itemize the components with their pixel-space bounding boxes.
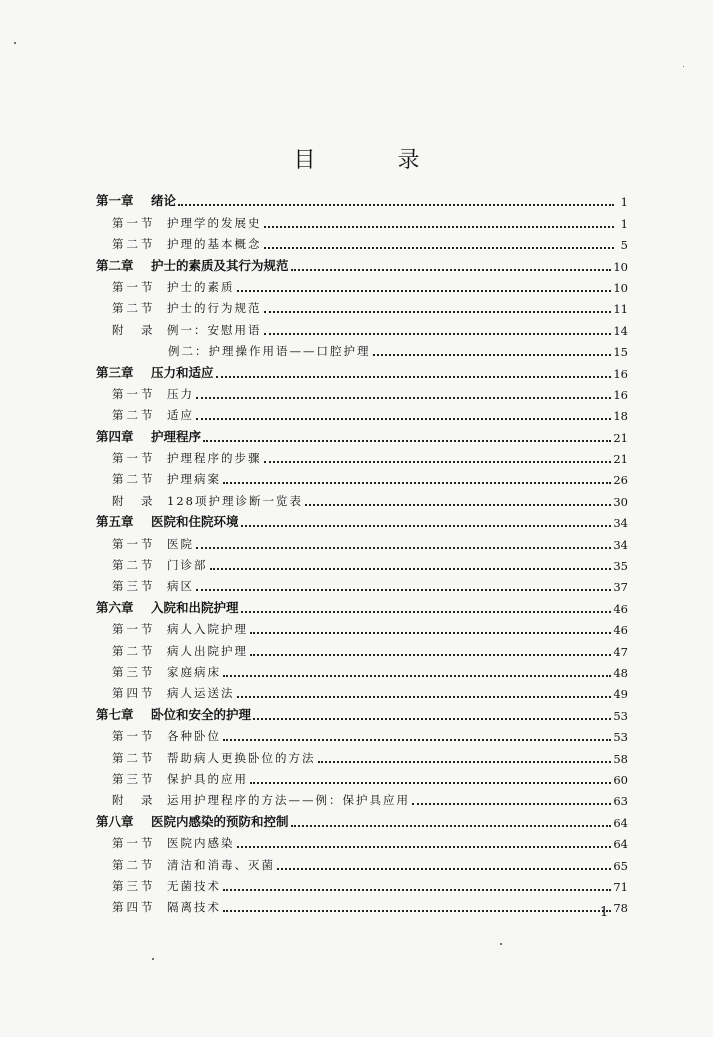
toc-entry-title: 运用护理程序的方法——例：保护具应用 xyxy=(167,793,410,808)
toc-entry-page: 10 xyxy=(613,280,628,295)
toc-entry-page: 46 xyxy=(613,601,628,616)
toc-entry-page: 14 xyxy=(613,323,628,338)
scan-speck xyxy=(152,958,154,960)
toc-entry-title: 病人运送法 xyxy=(167,686,235,701)
toc-entry-label: 第一节 xyxy=(112,451,156,466)
toc-entry-title: 医院 xyxy=(167,536,194,551)
dot-leader xyxy=(291,825,612,827)
toc-entry-page: 1 xyxy=(620,216,628,231)
toc-chapter-entry xyxy=(96,252,628,273)
toc-entry-label: 第四节 xyxy=(112,686,156,701)
toc-entry-label: 第二节 xyxy=(112,301,156,316)
dot-leader xyxy=(264,461,612,463)
toc-section-entry xyxy=(96,338,628,359)
toc-chapter-entry xyxy=(96,423,628,444)
toc-section-entry xyxy=(96,445,628,466)
dot-leader xyxy=(241,525,612,527)
toc-section-entry xyxy=(96,466,628,487)
dot-leader xyxy=(264,311,612,313)
toc-entry-page: 47 xyxy=(613,644,628,659)
dot-leader xyxy=(196,397,611,399)
toc-entry-title: 隔离技术 xyxy=(167,900,221,915)
toc-entry-title: 护理程序 xyxy=(151,428,202,444)
dot-leader xyxy=(412,803,611,805)
toc-entry-page: 1 xyxy=(620,195,628,210)
toc-chapter-entry xyxy=(96,359,628,380)
dot-leader xyxy=(264,226,615,228)
toc-entry-label: 第三节 xyxy=(112,579,156,594)
toc-entry-label: 第三节 xyxy=(112,771,156,786)
toc-entry-title: 病人入院护理 xyxy=(167,622,248,637)
toc-entry-page: 65 xyxy=(613,858,628,873)
toc-entry-label: 附 录 xyxy=(112,493,156,508)
toc-section-entry xyxy=(96,873,628,894)
toc-entry-label: 第二节 xyxy=(112,857,156,872)
toc-section-entry xyxy=(96,402,628,423)
toc-entry-label: 第三节 xyxy=(112,878,156,893)
page-number: 1 xyxy=(600,905,609,920)
dot-leader xyxy=(178,204,614,206)
dot-leader xyxy=(223,910,611,912)
toc-entry-title: 医院和住院环境 xyxy=(151,514,239,530)
dot-leader xyxy=(253,718,611,720)
dot-leader xyxy=(277,868,611,870)
toc-entry-title: 家庭病床 xyxy=(167,664,221,679)
dot-leader xyxy=(237,696,612,698)
toc-entry-title: 入院和出院护理 xyxy=(151,599,239,615)
toc-entry-page: 49 xyxy=(613,687,628,702)
toc-entry-title: 护理学的发展史 xyxy=(167,215,262,230)
dot-leader xyxy=(237,290,612,292)
dot-leader xyxy=(264,333,612,335)
toc-entry-page: 63 xyxy=(613,794,628,809)
toc-entry-title: 门诊部 xyxy=(167,558,208,573)
toc-section-entry xyxy=(96,659,628,680)
toc-entry-label: 第四节 xyxy=(112,900,156,915)
toc-entry-label: 第一节 xyxy=(112,729,156,744)
toc-section-entry xyxy=(96,487,628,508)
toc-section-entry xyxy=(96,209,628,230)
toc-entry-title: 医院内感染 xyxy=(167,836,235,851)
toc-entry-label: 第二节 xyxy=(112,750,156,765)
scan-speck xyxy=(683,66,684,67)
toc-entry-title: 例一：安慰用语 xyxy=(167,322,262,337)
toc-entry-page: 16 xyxy=(613,366,628,381)
toc-section-entry xyxy=(96,766,628,787)
toc-section-entry xyxy=(96,744,628,765)
dot-leader xyxy=(196,418,611,420)
toc-entry-label: 第五章 xyxy=(96,514,134,530)
toc-section-entry xyxy=(96,316,628,337)
toc-entry-label: 第三节 xyxy=(112,664,156,679)
toc-entry-title: 护理程序的步骤 xyxy=(167,451,262,466)
page-title: 目 录 xyxy=(293,148,450,173)
toc-section-entry xyxy=(96,787,628,808)
toc-section-entry xyxy=(96,680,628,701)
toc-entry-label: 第一节 xyxy=(112,215,156,230)
toc-entry-page: 18 xyxy=(613,409,628,424)
scan-speck xyxy=(500,943,502,945)
toc-entry-label: 第一节 xyxy=(112,279,156,294)
toc-entry-label: 第一节 xyxy=(112,386,156,401)
toc-entry-title: 护理的基本概念 xyxy=(167,237,262,252)
toc-entry-title: 无菌技术 xyxy=(167,878,221,893)
toc-entry-title: 128项护理诊断一览表 xyxy=(167,493,303,508)
toc-entry-title: 保护具的应用 xyxy=(167,771,248,786)
table-of-contents xyxy=(96,188,628,915)
toc-chapter-entry xyxy=(96,188,628,209)
toc-entry-title: 压力 xyxy=(167,386,194,401)
toc-entry-label: 第二节 xyxy=(112,643,156,658)
toc-entry-label: 第二节 xyxy=(112,472,156,487)
toc-entry-page: 11 xyxy=(613,302,628,317)
toc-section-entry xyxy=(96,274,628,295)
toc-entry-label: 第二节 xyxy=(112,237,156,252)
toc-section-entry xyxy=(96,552,628,573)
toc-entry-page: 15 xyxy=(613,345,628,360)
toc-entry-title: 病人出院护理 xyxy=(167,643,248,658)
dot-leader xyxy=(223,739,611,741)
toc-entry-label: 第二章 xyxy=(96,257,134,273)
dot-leader xyxy=(305,504,611,506)
dot-leader xyxy=(223,889,611,891)
toc-entry-page: 53 xyxy=(613,730,628,745)
toc-section-entry xyxy=(96,231,628,252)
toc-entry-title: 护理病案 xyxy=(167,472,221,487)
toc-entry-label: 第一节 xyxy=(112,836,156,851)
toc-entry-title: 各种卧位 xyxy=(167,729,221,744)
toc-entry-page: 37 xyxy=(613,580,628,595)
dot-leader xyxy=(216,376,612,378)
toc-entry-label: 第八章 xyxy=(96,813,134,829)
toc-entry-page: 78 xyxy=(613,901,628,916)
toc-entry-page: 34 xyxy=(613,537,628,552)
toc-entry-page: 21 xyxy=(613,430,628,445)
toc-entry-page: 21 xyxy=(613,452,628,467)
dot-leader xyxy=(203,440,611,442)
dot-leader xyxy=(196,547,611,549)
toc-entry-page: 30 xyxy=(613,494,628,509)
toc-entry-page: 5 xyxy=(620,238,628,253)
toc-entry-title: 绪论 xyxy=(151,193,177,209)
toc-entry-page: 26 xyxy=(613,473,628,488)
toc-entry-title: 适应 xyxy=(167,408,194,423)
toc-section-entry xyxy=(96,830,628,851)
toc-entry-page: 58 xyxy=(613,751,628,766)
toc-entry-title: 清洁和消毒、灭菌 xyxy=(167,857,275,872)
toc-entry-label: 第一节 xyxy=(112,536,156,551)
toc-section-entry xyxy=(96,723,628,744)
toc-section-entry xyxy=(96,616,628,637)
toc-entry-page: 64 xyxy=(613,837,628,852)
toc-entry-title: 病区 xyxy=(167,579,194,594)
toc-section-entry xyxy=(96,530,628,551)
toc-entry-page: 34 xyxy=(613,516,628,531)
toc-entry-label: 附 录 xyxy=(112,322,156,337)
toc-entry-label: 第三章 xyxy=(96,364,134,380)
dot-leader xyxy=(237,846,612,848)
toc-entry-label: 第一节 xyxy=(112,622,156,637)
dot-leader xyxy=(373,354,612,356)
dot-leader xyxy=(210,568,612,570)
dot-leader xyxy=(196,589,611,591)
toc-section-entry xyxy=(96,851,628,872)
dot-leader xyxy=(264,247,615,249)
toc-entry-title: 帮助病人更换卧位的方法 xyxy=(167,750,316,765)
toc-entry-label: 附 录 xyxy=(112,793,156,808)
toc-entry-label: 第二节 xyxy=(112,408,156,423)
dot-leader xyxy=(250,782,611,784)
toc-entry-page: 71 xyxy=(613,879,628,894)
toc-entry-page: 46 xyxy=(613,623,628,638)
dot-leader xyxy=(241,611,612,613)
dot-leader xyxy=(223,482,611,484)
toc-entry-title: 例二：护理操作用语——口腔护理 xyxy=(168,344,371,359)
toc-section-entry xyxy=(96,295,628,316)
toc-entry-title: 护士的素质及其行为规范 xyxy=(151,257,289,273)
toc-entry-page: 48 xyxy=(613,665,628,680)
toc-entry-page: 53 xyxy=(613,708,628,723)
scan-speck xyxy=(14,42,16,44)
toc-chapter-entry xyxy=(96,509,628,530)
toc-entry-label: 第一章 xyxy=(96,193,134,209)
dot-leader xyxy=(318,761,612,763)
toc-entry-page: 60 xyxy=(613,772,628,787)
dot-leader xyxy=(223,675,611,677)
toc-chapter-entry xyxy=(96,808,628,829)
toc-entry-title: 医院内感染的预防和控制 xyxy=(151,813,289,829)
toc-entry-title: 压力和适应 xyxy=(151,364,214,380)
toc-entry-label: 第六章 xyxy=(96,599,134,615)
toc-entry-label: 第二节 xyxy=(112,558,156,573)
toc-entry-title: 护士的素质 xyxy=(167,279,235,294)
toc-chapter-entry xyxy=(96,701,628,722)
toc-entry-page: 64 xyxy=(613,815,628,830)
toc-section-entry xyxy=(96,894,628,915)
toc-entry-page: 16 xyxy=(613,387,628,402)
toc-section-entry xyxy=(96,381,628,402)
dot-leader xyxy=(291,269,612,271)
toc-entry-label: 第四章 xyxy=(96,428,134,444)
toc-entry-title: 护士的行为规范 xyxy=(167,301,262,316)
toc-entry-page: 10 xyxy=(613,259,628,274)
toc-entry-page: 35 xyxy=(613,559,628,574)
toc-entry-label: 第七章 xyxy=(96,706,134,722)
toc-section-entry xyxy=(96,637,628,658)
toc-section-entry xyxy=(96,573,628,594)
dot-leader xyxy=(250,654,611,656)
toc-chapter-entry xyxy=(96,594,628,615)
toc-entry-title: 卧位和安全的护理 xyxy=(151,706,252,722)
dot-leader xyxy=(250,632,611,634)
